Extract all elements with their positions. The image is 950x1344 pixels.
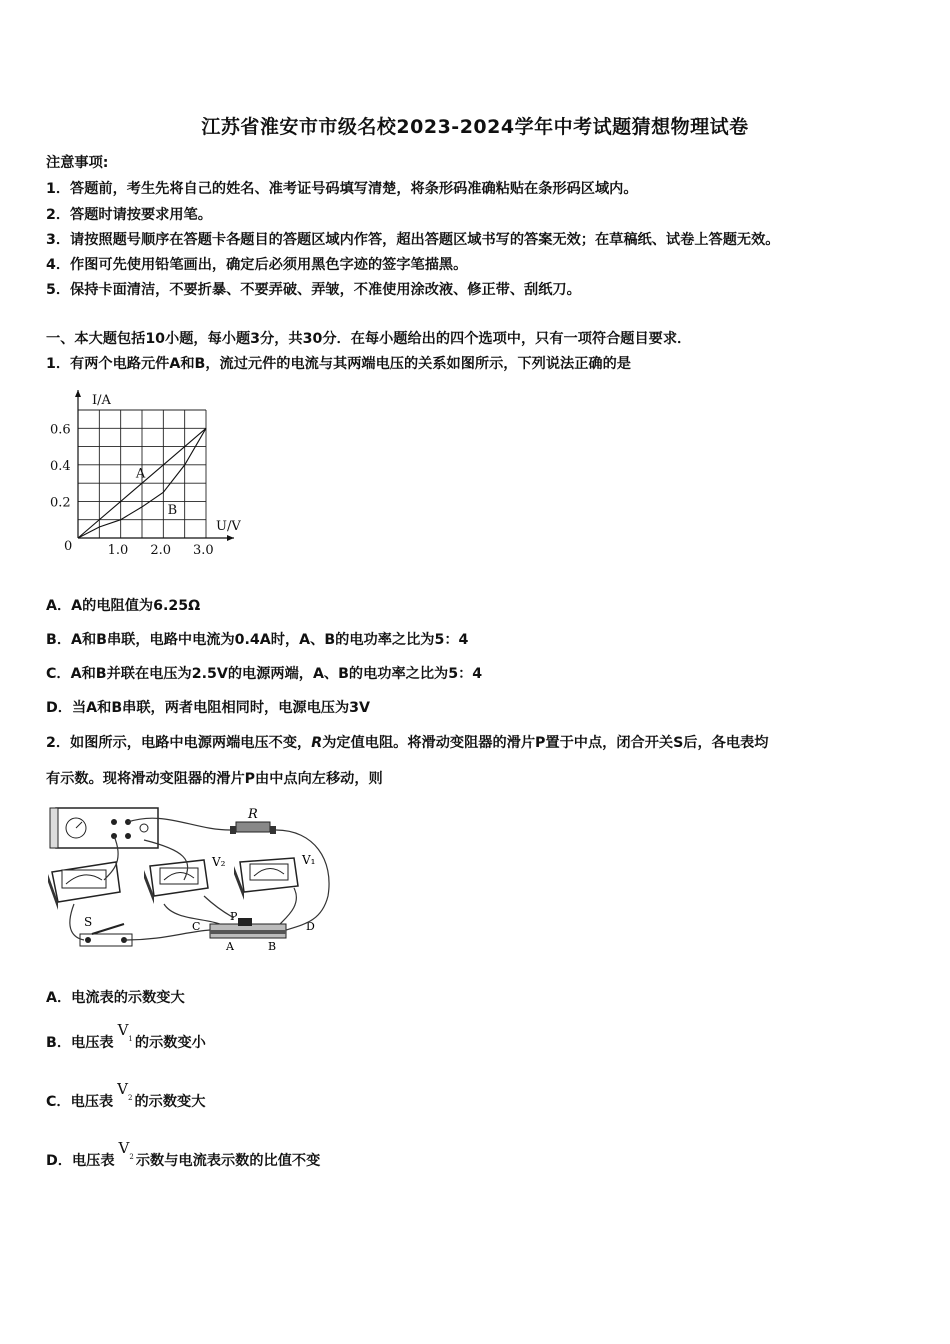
label-v1: V₁ (302, 853, 316, 867)
circuit-figure (44, 800, 344, 960)
x-axis-label: U/V (216, 519, 241, 534)
x-axis-arrow (227, 535, 234, 541)
series-label-b: B (167, 503, 178, 519)
ammeter-icon (48, 862, 120, 910)
q2-option-d (46, 1139, 321, 1171)
series-label-a: A (135, 466, 146, 482)
q2-option-b (46, 1021, 206, 1053)
notes-item-1: 1．答题前，考生先将自己的姓名、准考证号码填写清楚，将条形码准确粘贴在条形码区域内。 (46, 181, 638, 197)
notes-heading: 注意事项: (46, 155, 109, 171)
q2-option-c (46, 1080, 206, 1112)
q2-stem-part-b: 为定值电阻。将滑动变阻器的滑片P置于中点，闭合开关S后，各电表均 (322, 735, 769, 751)
y-axis-arrow (75, 390, 81, 397)
origin-label: 0 (64, 539, 73, 554)
q1-option-b: B．A和B串联，电路中电流为0.4A时，A、B的电功率之比为5：4 (46, 632, 469, 648)
label-s: S (84, 915, 93, 929)
q2-option-d-prefix: D．电压表 (46, 1153, 115, 1169)
q2-option-c-suffix: 的示数变大 (134, 1094, 206, 1110)
section-heading: 一、本大题包括10小题，每小题3分，共30分．在每小题给出的四个选项中，只有一项符合题目要求． (46, 331, 692, 347)
question-1-stem: 1．有两个电路元件A和B，流过元件的电流与其两端电压的关系如图所示，下列说法正确的是 (46, 356, 631, 372)
switch-icon (80, 915, 132, 946)
chart-labels (50, 393, 241, 558)
voltmeter-v1-symbol (118, 1021, 133, 1041)
q2-option-b-suffix: 的示数变小 (134, 1035, 206, 1051)
y-tick-label: 0.2 (50, 495, 71, 511)
y-tick-label: 0.4 (50, 458, 71, 474)
v-letter: V (117, 1080, 129, 1098)
label-v2: V₂ (212, 855, 226, 869)
label-r: R (248, 807, 258, 822)
voltmeter-v1-icon (234, 853, 315, 900)
y-tick-label: 0.6 (50, 422, 71, 438)
label-b: B (268, 940, 277, 953)
rheostat-icon (192, 910, 315, 953)
label-c: C (192, 920, 201, 933)
q1-option-c: C．A和B并联在电压为2.5V的电源两端，A、B的电功率之比为5：4 (46, 666, 483, 682)
label-p: P (230, 910, 238, 923)
voltmeter-v2-symbol (117, 1080, 132, 1100)
v-letter: V (117, 1021, 129, 1039)
notes-item-2: 2．答题时请按要求用笔。 (46, 207, 212, 223)
v-subscript: 2 (129, 1153, 134, 1161)
page-title: 江苏省淮安市市级名校2023-2024学年中考试题猜想物理试卷 (201, 116, 749, 138)
q1-option-a: A．A的电阻值为6.25Ω (46, 598, 201, 614)
v-subscript: 2 (128, 1094, 133, 1102)
x-tick-label: 2.0 (150, 543, 172, 558)
notes-item-4: 4．作图可先使用铅笔画出，确定后必须用黑色字迹的签字笔描黑。 (46, 257, 468, 273)
q2-option-c-prefix: C．电压表 (46, 1094, 114, 1110)
label-a: A (226, 940, 234, 953)
q1-option-d: D．当A和B串联，两者电阻相同时，电源电压为3V (46, 700, 370, 716)
q2-option-b-prefix: B．电压表 (46, 1035, 114, 1051)
voltmeter-v2-symbol (119, 1139, 134, 1159)
q2-option-d-suffix: 示数与电流表示数的比值不变 (135, 1153, 321, 1169)
iv-chart (40, 380, 260, 560)
y-axis-label: I/A (92, 393, 111, 408)
resistor-icon (230, 807, 276, 834)
v-letter: V (118, 1139, 130, 1157)
q2-stem-part-a: 2．如图所示，电路中电源两端电压不变， (46, 735, 312, 751)
v-subscript: 1 (128, 1035, 133, 1043)
q2-option-a: A．电流表的示数变大 (46, 990, 185, 1006)
question-2-stem-line2: 有示数。现将滑动变阻器的滑片P由中点向左移动，则 (46, 771, 383, 787)
power-supply-icon (50, 808, 158, 848)
notes-item-3: 3．请按照题号顺序在答题卡各题目的答题区域内作答，超出答题区域书写的答案无效；在草稿纸、试卷上答题无效。 (46, 232, 780, 248)
notes-item-5: 5．保持卡面清洁，不要折暴、不要弄破、弄皱，不准使用涂改液、修正带、刮纸刀。 (46, 282, 581, 298)
x-tick-label: 1.0 (107, 543, 129, 558)
label-d: D (306, 920, 315, 933)
x-tick-label: 3.0 (193, 543, 214, 558)
question-2-stem-line1 (46, 732, 768, 752)
chart-axes (75, 390, 234, 541)
q2-stem-var: R (311, 735, 323, 751)
